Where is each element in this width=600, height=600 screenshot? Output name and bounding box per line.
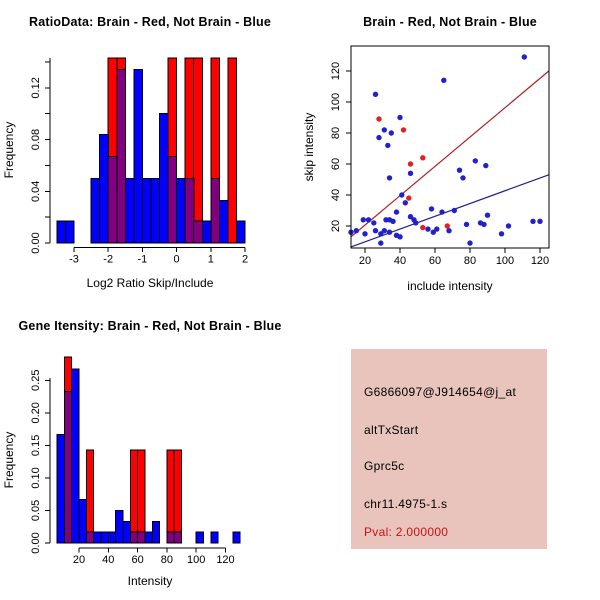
svg-text:120: 120 bbox=[216, 554, 235, 566]
svg-text:-1: -1 bbox=[137, 253, 148, 266]
blue-bars bbox=[57, 369, 240, 543]
svg-text:100: 100 bbox=[330, 92, 342, 112]
svg-text:0.08: 0.08 bbox=[30, 128, 42, 151]
svg-text:0.00: 0.00 bbox=[30, 532, 42, 554]
x-axis-label: Intensity bbox=[127, 574, 173, 588]
pval-text: Pval: 2.000000 bbox=[364, 525, 449, 539]
svg-text:80: 80 bbox=[463, 255, 477, 267]
y-axis-label: Frequency bbox=[2, 121, 16, 179]
svg-text:120: 120 bbox=[330, 61, 342, 81]
svg-text:-3: -3 bbox=[69, 253, 79, 266]
svg-text:0.25: 0.25 bbox=[30, 369, 42, 391]
fit-lines bbox=[351, 71, 549, 247]
svg-text:80: 80 bbox=[160, 554, 174, 566]
scatter-points bbox=[348, 54, 542, 246]
svg-text:40: 40 bbox=[330, 188, 342, 202]
svg-text:2: 2 bbox=[241, 253, 249, 266]
svg-text:0.05: 0.05 bbox=[30, 499, 42, 522]
panel-gene-info bbox=[300, 300, 600, 600]
intensity-scatter-plot bbox=[300, 0, 600, 300]
svg-text:20: 20 bbox=[72, 554, 86, 566]
svg-text:0: 0 bbox=[173, 253, 180, 266]
panel-intensity-scatter bbox=[300, 0, 600, 300]
x-axis-label: include intensity bbox=[407, 279, 493, 293]
svg-text:60: 60 bbox=[330, 157, 342, 171]
y-axis-label: Frequency bbox=[2, 431, 16, 489]
gene-name-text: Gprc5c bbox=[364, 459, 405, 473]
panel-ratio-histogram bbox=[0, 0, 300, 300]
svg-text:0.20: 0.20 bbox=[30, 402, 42, 424]
svg-text:0.15: 0.15 bbox=[30, 434, 42, 457]
svg-text:-2: -2 bbox=[103, 253, 114, 266]
svg-text:0.10: 0.10 bbox=[30, 467, 42, 489]
svg-text:100: 100 bbox=[187, 554, 206, 566]
svg-text:60: 60 bbox=[131, 554, 144, 566]
svg-text:1: 1 bbox=[207, 253, 214, 266]
probe-id-text: G6866097@J914654@j_at bbox=[364, 385, 517, 399]
ratio-histogram-title: RatioData: Brain - Red, Not Brain - Blue bbox=[28, 15, 272, 29]
gene-info-box bbox=[351, 349, 547, 549]
svg-text:80: 80 bbox=[330, 126, 342, 140]
x-axis-label: Log2 Ratio Skip/Include bbox=[86, 276, 214, 290]
svg-text:0.12: 0.12 bbox=[30, 77, 42, 99]
scatter-title: Brain - Red, Not Brain - Blue bbox=[363, 15, 537, 29]
svg-text:100: 100 bbox=[495, 255, 515, 267]
gene-intensity-histogram-plot bbox=[0, 300, 300, 600]
gene-intensity-histogram-title: Gene Itensity: Brain - Red, Not Brain - Blue bbox=[18, 319, 282, 333]
svg-text:20: 20 bbox=[330, 219, 342, 233]
y-axis-label: skip intensity bbox=[302, 112, 316, 182]
svg-text:40: 40 bbox=[393, 255, 407, 267]
event-type-text: altTxStart bbox=[364, 423, 419, 437]
locus-text: chr11.4975-1.s bbox=[364, 497, 448, 511]
svg-text:0.04: 0.04 bbox=[30, 180, 42, 202]
svg-text:120: 120 bbox=[530, 255, 550, 267]
svg-text:60: 60 bbox=[428, 255, 442, 267]
ratio-histogram-plot bbox=[0, 0, 300, 300]
axes bbox=[346, 46, 549, 253]
svg-text:20: 20 bbox=[358, 255, 372, 267]
panel-gene-intensity-histogram bbox=[0, 300, 300, 600]
svg-text:40: 40 bbox=[102, 554, 115, 566]
svg-text:0.00: 0.00 bbox=[30, 232, 42, 254]
